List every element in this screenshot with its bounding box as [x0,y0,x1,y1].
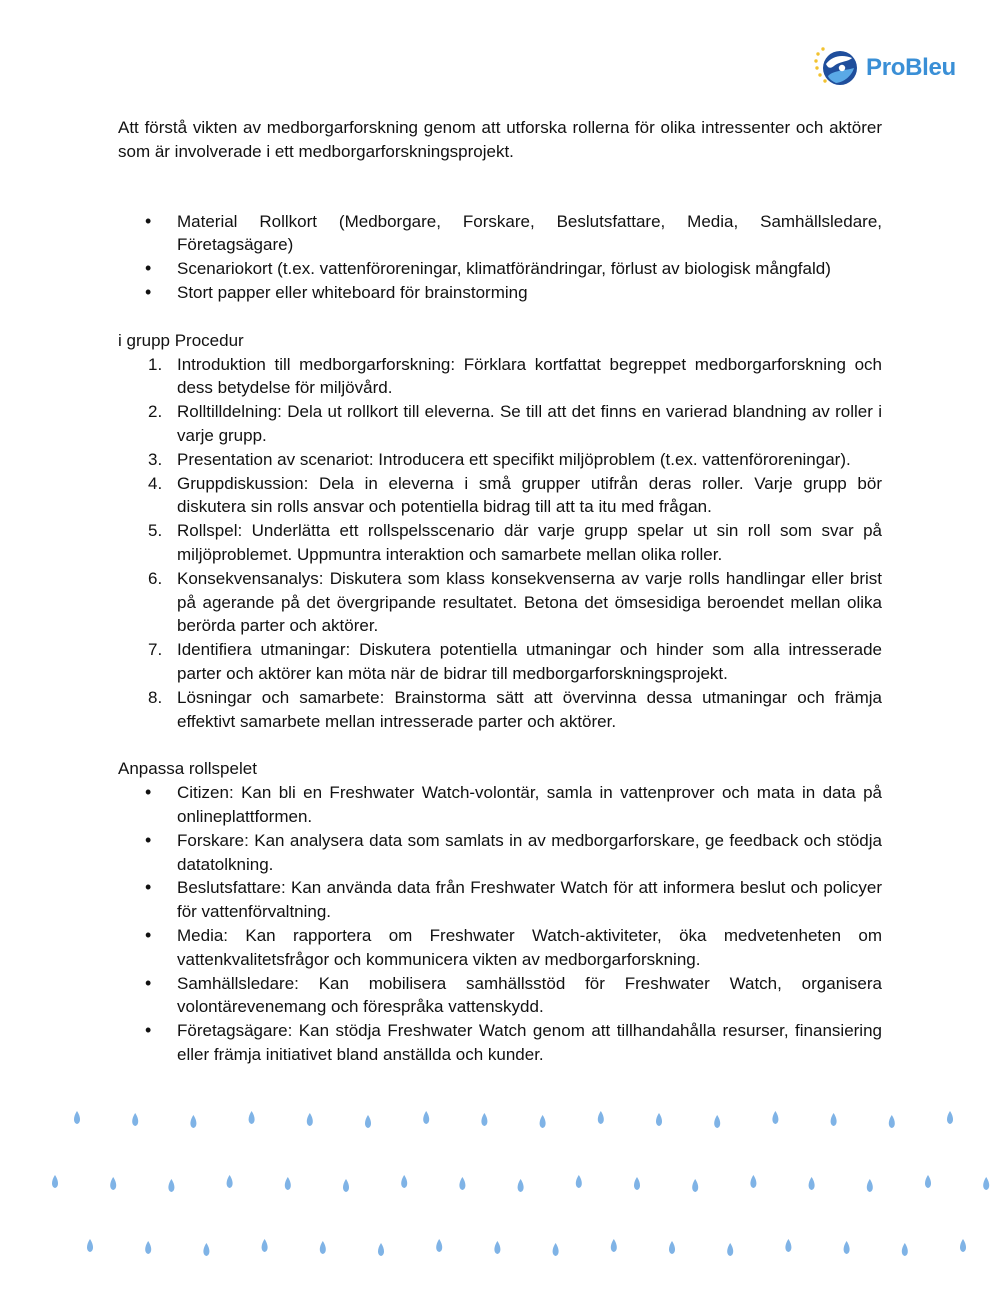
water-drop-icon [772,1111,778,1124]
step-number: 4. [148,473,163,493]
water-drop-icon [481,1113,487,1126]
step-text: Identifiera utmaningar: Diskutera potentiella utmaningar och hinder som alla intresserade parter och aktörer kan möta när de bidrar till medborgarforskningsprojekt. [177,640,882,683]
water-drop-icon [844,1241,850,1254]
water-drop-icon [365,1115,371,1128]
step-number: 7. [148,640,163,660]
water-drop-icon [227,1175,233,1188]
water-drop-icon [494,1241,500,1254]
procedure-step [118,638,882,686]
step-number: 2. [148,402,163,422]
step-number: 3. [148,449,163,469]
step-text: Konsekvensanalys: Diskutera som klass konsekvenserna av varje rolls handlingar eller brist på agerande på det övergripande resultatet. Betona det ömsesidiga beroendet mellan olika berörda parter och aktörer. [177,568,882,636]
water-drop-icon [110,1177,116,1190]
water-drop-icon [423,1111,429,1124]
procedure-step [118,567,882,638]
step-text: Gruppdiskussion: Dela in eleverna i små grupper utifrån deras roller. Varje grupp bör diskutera sin rolls ansvar och potentiella bidrag till att ta itu med frågan. [177,473,882,517]
step-text: Presentation av scenariot: Introducera ett specifikt miljöproblem (t.ex. vattenföroreningar). [177,449,851,469]
water-drop-icon [692,1179,698,1192]
procedure-step [118,448,882,472]
water-drop-icon [249,1111,255,1124]
water-drop-icon [459,1177,465,1190]
step-text: Rollspel: Underlätta ett rollspelsscenario där varje grupp spelar ut sin roll som svar på miljöproblemet. Uppmuntra interaktion och samarbete mellan olika roller. [177,521,882,564]
water-drop-icon [307,1113,313,1126]
water-drop-icon [343,1179,349,1192]
procedure-step [118,400,882,448]
step-number: 6. [148,568,163,588]
water-drop-icon [785,1239,791,1252]
water-drop-icon [436,1239,442,1252]
water-drop-icon [925,1175,931,1188]
water-drop-icon [320,1241,326,1254]
water-drop-icon [750,1175,756,1188]
document-body [118,116,882,1067]
water-drop-icon [634,1177,640,1190]
role-item: • Beslutsfattare: Kan använda data från Freshwater Watch för att informera beslut och policyer för vattenförvaltning. [118,876,882,924]
water-drop-icon [74,1111,80,1124]
water-drop-icon [960,1239,966,1252]
intro-paragraph: Att förstå vikten av medborgarforskning genom att utforska rollerna för olika intressenter och aktörer som är involverade i ett medborgarforskningsprojekt. [118,118,882,161]
water-drop-icon [611,1239,617,1252]
water-drop-icon [983,1177,989,1190]
water-drop-icon [809,1177,815,1190]
water-drop-icon [714,1115,720,1128]
step-text: Rolltilldelning: Dela ut rollkort till eleverna. Se till att det finns en varierad blandning av roller i varje grupp. [177,402,882,445]
procedure-step [118,472,882,520]
role-item: • Forskare: Kan analysera data som samlats in av medborgarforskare, ge feedback och stödja datatolkning. [118,829,882,877]
water-drop-icon [168,1179,174,1192]
water-drop-icon [190,1115,196,1128]
procedure-step [118,353,882,401]
water-drop-icon [902,1243,908,1256]
probleu-emblem-icon [812,44,860,92]
adapt-heading: Anpassa rollspelet [118,759,257,779]
water-drop-icon [262,1239,268,1252]
water-drop-icon [889,1115,895,1128]
step-number: 8. [148,687,163,707]
materials-item: • Stort papper eller whiteboard för brainstorming [118,281,882,305]
water-drop-icon [203,1243,209,1256]
water-drop-icon [145,1241,151,1254]
water-drop-icon [285,1177,291,1190]
procedure-list [118,353,882,734]
water-drop-icon [656,1113,662,1126]
water-drop-icon [947,1111,953,1124]
water-drop-icon [378,1243,384,1256]
water-drop-icon [598,1111,604,1124]
roles-list [118,781,882,1067]
materials-item: • Material Rollkort (Medborgare, Forskare, Beslutsfattare, Media, Samhällsledare, Företagsägare) [118,210,882,258]
procedure-heading: i grupp Procedur [118,330,244,350]
water-drop-icon [553,1243,559,1256]
role-item: • Citizen: Kan bli en Freshwater Watch-volontär, samla in vattenprover och mata in data på onlineplattformen. [118,781,882,829]
water-drop-icon [727,1243,733,1256]
role-item: • Samhällsledare: Kan mobilisera samhällsstöd för Freshwater Watch, organisera volontärevenemang och förespråka vattenskydd. [118,972,882,1020]
role-item: • Företagsägare: Kan stödja Freshwater Watch genom att tillhandahålla resurser, finansiering eller främja initiativet bland anställda och kunder. [118,1019,882,1067]
water-drop-icon [401,1175,407,1188]
water-drop-icon [867,1179,873,1192]
water-drop-icon [540,1115,546,1128]
step-text: Lösningar och samarbete: Brainstorma sätt att övervinna dessa utmaningar och främja effektivt samarbete mellan intresserade parter och aktörer. [177,687,882,731]
materials-item: • Scenariokort (t.ex. vattenföroreningar, klimatförändringar, förlust av biologisk mångfald) [118,257,882,281]
brand-name: ProBleu [866,54,956,81]
water-drop-icon [518,1179,524,1192]
procedure-step [118,686,882,734]
water-drop-icon [669,1241,675,1254]
step-number: 1. [148,354,163,374]
water-drop-icon [52,1175,58,1188]
step-text: Introduktion till medborgarforskning: Förklara kortfattat begreppet medborgarforskning och dess betydelse för miljövård. [177,354,882,398]
procedure-step [118,519,882,567]
water-drop-icon [132,1113,138,1126]
water-drop-icon [576,1175,582,1188]
materials-list [118,210,882,305]
role-item: • Media: Kan rapportera om Freshwater Watch-aktiviteter, öka medvetenheten om vattenkvalitetsfrågor och kommunicera vikten av medborgarforskning. [118,924,882,972]
water-drop-icon [87,1239,93,1252]
water-drops-decoration [0,1100,1000,1294]
water-drop-icon [831,1113,837,1126]
probleu-logo [812,44,956,92]
step-number: 5. [148,521,163,541]
